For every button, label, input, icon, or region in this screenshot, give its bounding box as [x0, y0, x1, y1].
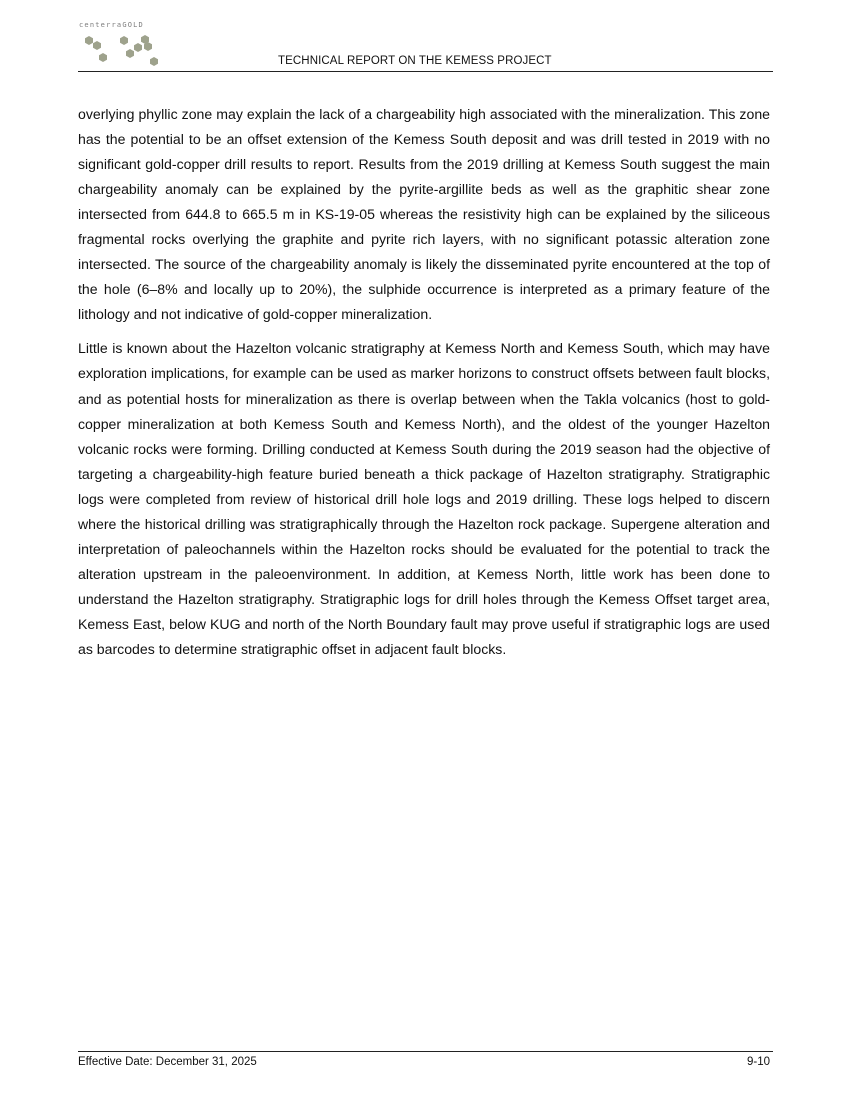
logo-wordmark: centerraGOLD [79, 21, 144, 29]
report-body [78, 102, 770, 671]
company-logo [79, 21, 164, 67]
body-paragraph: Little is known about the Hazelton volcanic stratigraphy at Kemess North and Kemess South, which may have exploration implications, for example can be used as marker horizons to construct offsets between fault blocks, and as potential hosts for mineralization as there is overlap between when the Takla volcanics (host to gold-copper mineralization at both Kemess South and Kemess North), and the oldest of the younger Hazelton volcanic rocks were forming. Drilling conducted at Kemess South during the 2019 season had the objective of targeting a chargeability-high feature buried beneath a thick package of Hazelton stratigraphy. Stratigraphic logs were completed from review of historical drill hole logs and 2019 drilling. These logs helped to discern where the historical drilling was stratigraphically through the Hazelton rock package. Supergene alteration and interpretation of paleochannels within the Hazelton rocks should be evaluated for the potential to track the alteration upstream in the paleoenvironment. In addition, at Kemess North, little work has been done to understand the Hazelton stratigraphy. Stratigraphic logs for drill holes through the Kemess Offset target area, Kemess East, below KUG and north of the North Boundary fault may prove useful if stratigraphic logs are used as barcodes to determine stratigraphic offset in adjacent fault blocks. [78, 340, 770, 657]
page-number: 9-10 [746, 1056, 770, 1068]
logo-hexagon-mark-icon [79, 31, 164, 67]
effective-date: Effective Date: December 31, 2025 [78, 1056, 257, 1068]
page-header [78, 20, 773, 72]
report-title: TECHNICAL REPORT ON THE KEMESS PROJECT [278, 55, 552, 67]
body-paragraph: overlying phyllic zone may explain the lack of a chargeability high associated with the mineralization. This zone has the potential to be an offset extension of the Kemess South deposit and was drill tested in 2019 with no significant gold-copper drill results to report. Results from the 2019 drilling at Kemess South suggest the main chargeability anomaly can be explained by the pyrite-argillite beds as well as the graphitic shear zone intersected from 644.8 to 665.5 m in KS-19-05 whereas the resistivity high can be explained by the siliceous fragmental rocks overlying the graphite and pyrite rich layers, with no significant potassic alteration zone intersected. The source of the chargeability anomaly is likely the disseminated pyrite encountered at the top of the hole (6–8% and locally up to 20%), the sulphide occurrence is interpreted as a primary feature of the lithology and not indicative of gold-copper mineralization. [78, 106, 770, 323]
page-footer [78, 1051, 773, 1068]
